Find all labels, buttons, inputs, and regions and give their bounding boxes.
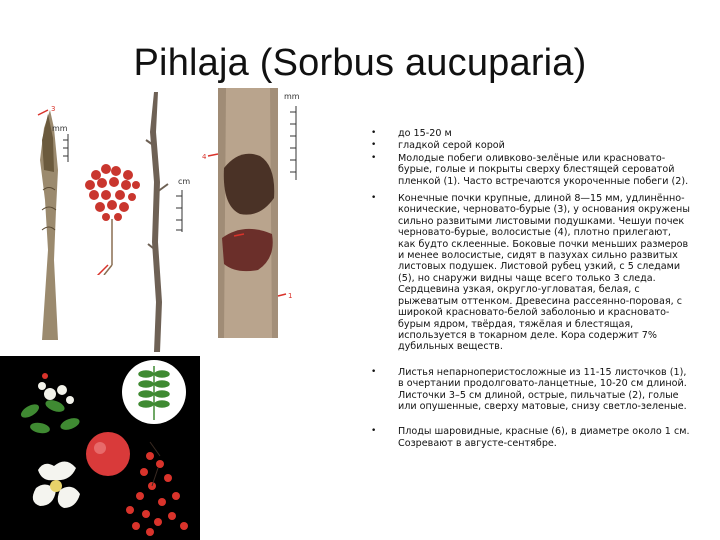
bullet-height: • до 15-20 м xyxy=(368,128,690,139)
bullet-bark: • гладкой серой корой xyxy=(368,140,690,151)
leaf-fruit-flower-photo xyxy=(0,356,200,540)
page-title: Pihlaja (Sorbus aucuparia) xyxy=(133,42,587,84)
bark-closeup-photo xyxy=(200,88,312,338)
bullet-leaves: • Листья непарноперистосложные из 11-15 листочков (1), в очертании продолговато-ланцетные, 10-20 см длиной. Листочки 3–5 см длиной, острые, пильчатые (2), голые или опушенные, сверху матовые, снизу светло-зеленые. xyxy=(368,367,690,413)
bullet-fruits: • Плоды шаровидные, красные (6), в диаметре около 1 см. Созревают в августе-сентябре. xyxy=(368,426,690,449)
twig-photo xyxy=(130,92,200,352)
svg-text:3: 3 xyxy=(51,105,56,113)
bullet-buds: • Конечные почки крупные, длиной 8—15 мм, удлинённо-конические, черновато-бурые (3), у основания окружены сильно развитыми листовыми подушками. Чешуи почек черновато-бурые, волосистые (4), плотно прилегают, как будто склеенные. Боковые почки меньших размеров и менее волосистые, сидят в пазухах сильно развитых листовых подушек. Листовой рубец узкий, с 5 следами (5), но снаружи видны чаще всего только 3 следа. Сердцевина узкая, округло-угловатая, белая, с рыжеватым оттенком. Древесина рассеянно-поровая, с широкой красновато-белой заболонью и красновато-бурым ядром, твёрдая, тяжёлая и блестящая, используется в токарном деле. Кора содержит 7% дубильных веществ. xyxy=(368,193,690,353)
svg-text:mm: mm xyxy=(52,124,68,133)
bullet-shoots: • Молодые побеги оливково-зелёные или красновато-бурые, голые и покрыты сверху блестящей сероватой пленкой (1). Часто встречаются укороченные побеги (2). xyxy=(368,153,690,187)
terminal-bud-photo xyxy=(18,100,80,340)
description-list xyxy=(368,128,690,449)
svg-text:cm: cm xyxy=(178,177,191,186)
svg-text:4: 4 xyxy=(202,153,207,161)
svg-text:1: 1 xyxy=(288,292,293,300)
svg-text:mm: mm xyxy=(284,92,300,101)
